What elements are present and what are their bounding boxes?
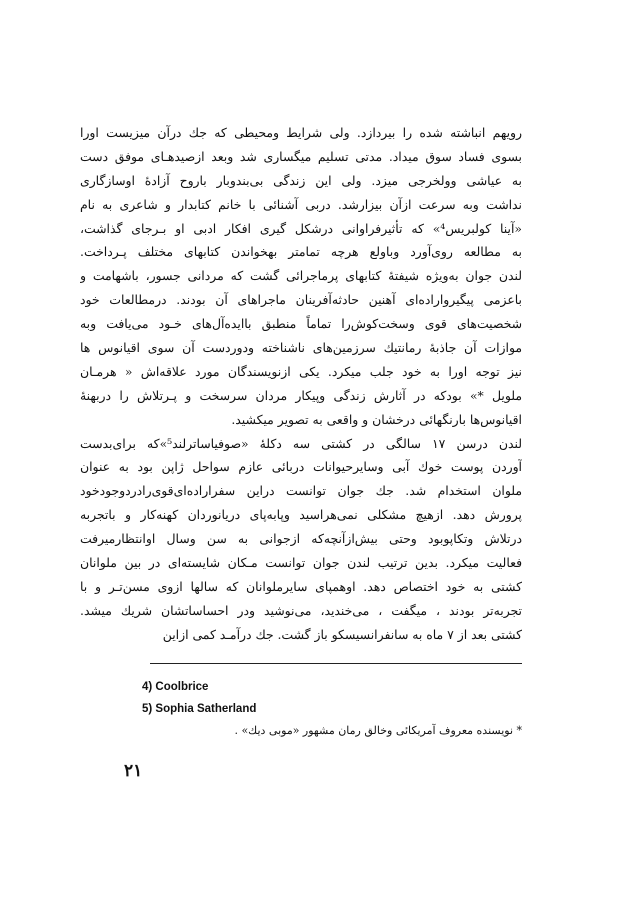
text-line: «آینا کولبریس⁴» که تأثیرفراوانی درشکل گیری افکار ادبی او بـرجای گذاشت، bbox=[80, 220, 522, 236]
text-line: موازات آن جاذبۀ رمانتیك سرزمین‌های ناشناخته ودوردست آن سوی اقیانوس ها bbox=[80, 340, 522, 356]
text-line: اقیانوس‌ها بارنگهائی درخشان و واقعی به تصویر میکشید. bbox=[231, 411, 522, 427]
text-line: رویهم انباشته شده را بیردازد. ولی شرایط ومحیطی که جك درآن میزیست اورا bbox=[80, 125, 522, 140]
footnote-5: 5) Sophia Satherland bbox=[142, 703, 257, 715]
footnote-4: 4) Coolbrice bbox=[142, 681, 209, 693]
text-line: فعالیت میکرد. بدین ترتیب لندن جوان توانست مـکان شایسته‌ای در بین ملوانان bbox=[80, 555, 522, 571]
text-line: تجربه‌تر بودند ، میگفت ، می‌خندید، می‌نوشید ودر احساساتشان شریك میشد. bbox=[80, 602, 522, 618]
text-line: درتلاش وتکاپوبود وحتی بیش‌ازآنچه‌که ازجوانی به سن وسال اوانتظارمیرفت bbox=[80, 531, 522, 547]
footnote-star: * نویسنده معروف آمریکائی وخالق رمان مشهور «موبی دیك» . bbox=[234, 724, 522, 737]
text-line: آوردن پوست خوك آبی وسایرحیوانات دربائی عازم سواحل ژاپن بود به عنوان bbox=[80, 459, 522, 475]
text-line: نداشت وبه سرعت ازآن بیزارشد. دربی آشنائی با خانم کتابدار و شاعری به نام bbox=[80, 196, 522, 212]
text-line: کشتی به خود اختصاص دهد. اوهمپای سایرملوانان که سالها ازوی مسن‌تـر و با bbox=[80, 578, 522, 594]
text-line: کشتی بعد از ۷ ماه به سانفرانسیسکو باز گشت. جك درآمـد کمی ازاین bbox=[162, 626, 522, 642]
text-line: به مطالعه روی‌آورد وباولع هرچه تمامتر بهخواندن کتابهای مختلف پـرداخت. bbox=[80, 244, 522, 260]
page-number: ۲۱ bbox=[124, 761, 143, 781]
text-line: شخصیت‌های قوی وسخت‌کوش‌را تماماً منطبق باایده‌آل‌های خـود می‌یافت وبه bbox=[80, 316, 522, 332]
text-line: ملوان استخدام شد. جك جوان توانست دراین سفراراده‌ای‌قوی‌رادردوجودخود bbox=[80, 483, 522, 499]
text-line: لندن درسن ۱۷ سالگی در کشتی سه دکلۀ «صوفیاساترلند⁵»که برای‌بدست bbox=[80, 435, 522, 451]
text-line: پرورش دهد. ازهیچ مشکلی نمی‌هراسید وپابه‌پای دریانوردان کهنه‌کار و باتجربه bbox=[80, 507, 522, 523]
text-line: بسوی فساد سوق میداد. مدتی تسلیم میگساری شد وبعد ازصیدهـای موفق دست bbox=[80, 148, 522, 164]
text-line: باعزمی پیگیرواراده‌ای آهنین حادثه‌آفرینان ماجراهای آن بودند. درمطالعات خود bbox=[80, 292, 522, 308]
text-line: به عیاشی وولخرجی میزد. ولی این زندگی بی‌بندوبار باروح آزادۀ اوسازگاری bbox=[80, 172, 522, 188]
main-paragraphs bbox=[80, 121, 522, 647]
text-line: نیز توجه اورا به خود جلب میکرد. یکی ازنویسندگان مورد علاقه‌اش « هرمـان bbox=[80, 363, 522, 379]
footnote-separator bbox=[150, 663, 522, 664]
text-line: لندن جوان به‌ویژه شیفتۀ کتابهای پرماجرائی گشت که مردانی جسور، باشهامت و bbox=[80, 268, 522, 284]
text-line: ملویل *» بودکه در آثارش زندگی وپیکار مردان سرسخت و پـرتلاش را دربهنۀ bbox=[80, 387, 522, 403]
